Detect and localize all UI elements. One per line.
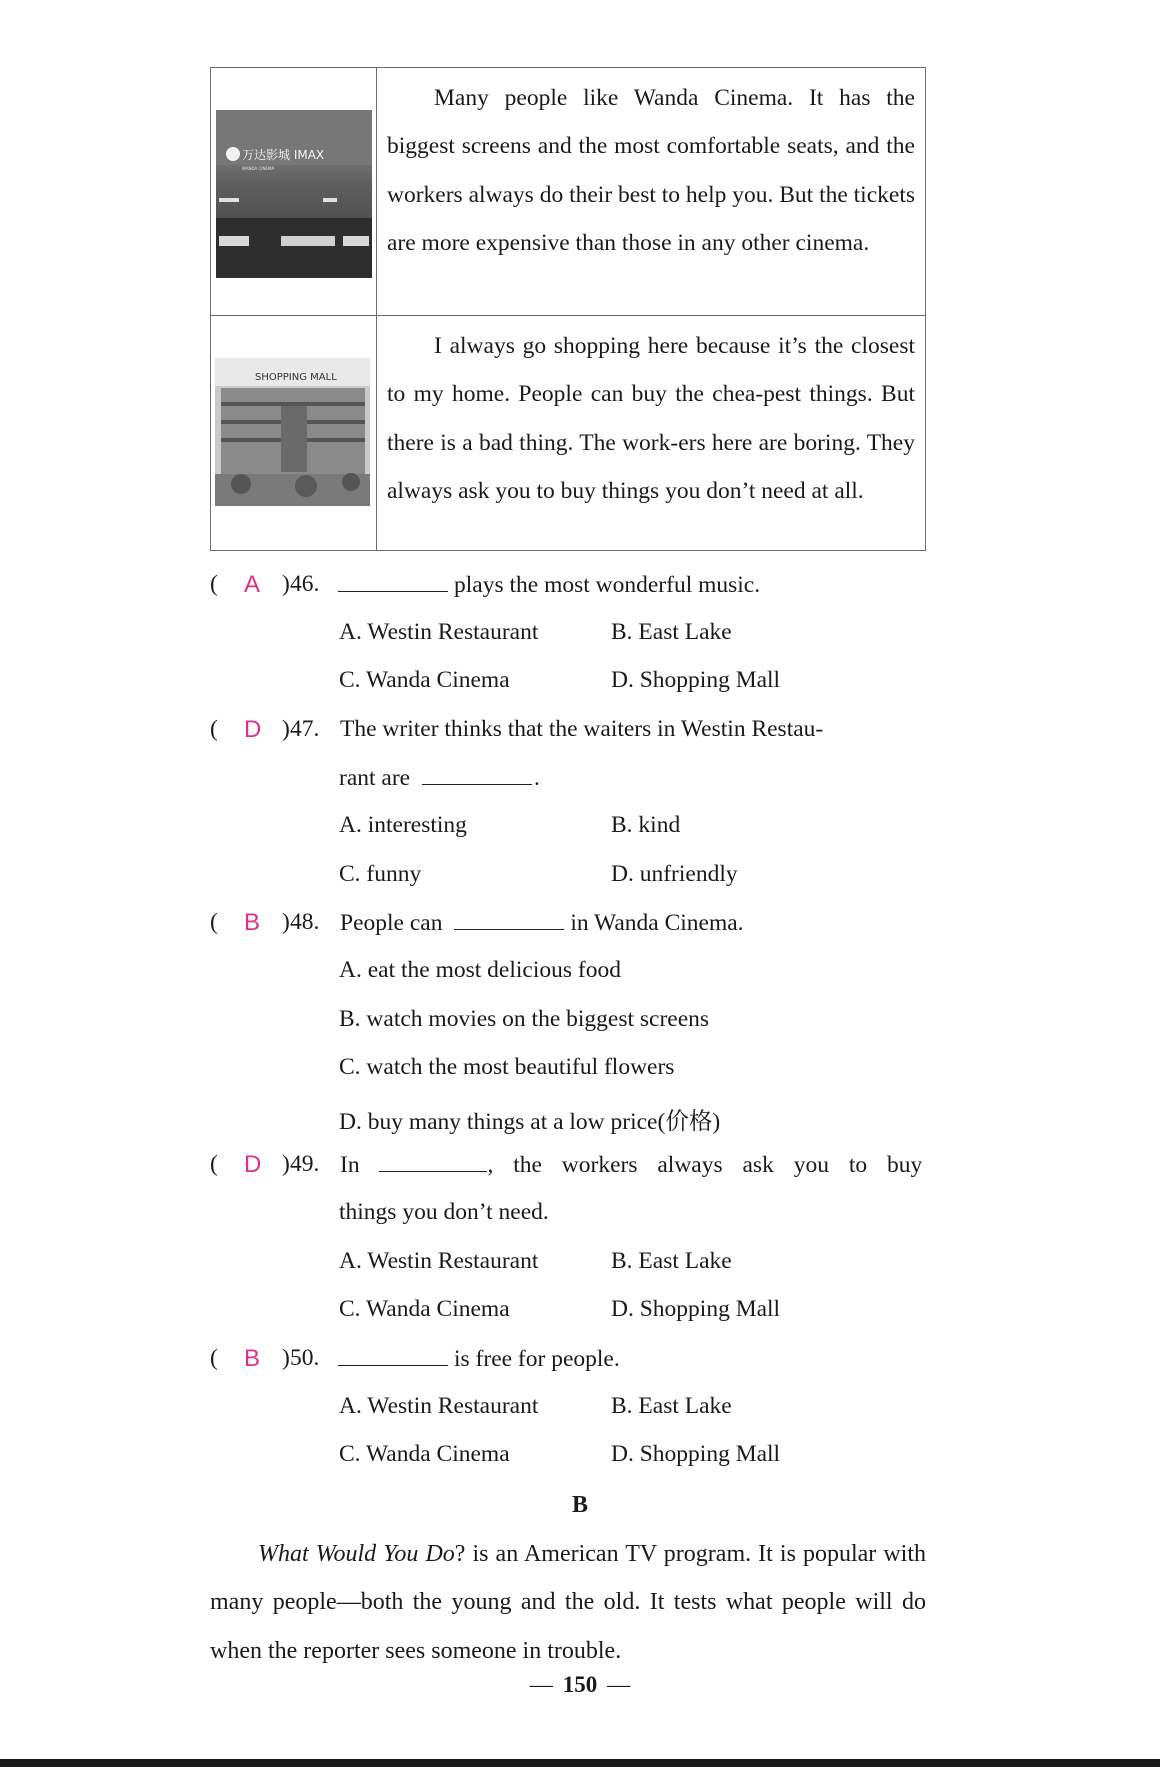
stem-text: rant are: [339, 765, 411, 791]
table-row-wanda: [211, 68, 925, 316]
question-stem: [338, 1345, 620, 1373]
option: D. Shopping Mall: [611, 1441, 781, 1467]
option: A. Westin Restaurant: [339, 619, 539, 645]
option: D. Shopping Mall: [611, 667, 781, 693]
question-number: 48.: [290, 909, 320, 935]
option: D. unfriendly: [611, 861, 738, 887]
paren-open: (: [210, 1151, 218, 1177]
answer-48: B: [244, 909, 261, 936]
wanda-logo-subtext: WANDA CINEMA: [242, 166, 275, 171]
table-row-mall: [211, 316, 925, 550]
stem-text: , the workers always ask you to buy: [487, 1152, 923, 1178]
answer-blank[interactable]: [338, 1345, 448, 1366]
passage-wanda-text: [387, 74, 915, 267]
question-number: 47.: [290, 716, 320, 742]
answer-47: D: [244, 716, 262, 743]
paren-open: (: [210, 571, 218, 597]
paren-close: ): [282, 1151, 290, 1177]
option: B. watch movies on the biggest screens: [339, 1006, 710, 1032]
section-heading: B: [571, 1492, 588, 1518]
answer-blank[interactable]: [422, 764, 532, 785]
option: C. Wanda Cinema: [339, 1441, 510, 1467]
paren-close: ): [282, 909, 290, 935]
stem-text: is free for people.: [454, 1346, 620, 1372]
option: A. eat the most delicious food: [339, 957, 621, 983]
wanda-logo-text: 万达影城 IMAX: [242, 148, 325, 162]
paren-close: ): [282, 716, 290, 742]
option: C. funny: [339, 861, 422, 887]
shopping-mall-photo: [211, 316, 377, 550]
stem-text: In: [340, 1152, 360, 1178]
option: B. East Lake: [611, 1248, 732, 1274]
question-number: 49.: [290, 1151, 320, 1177]
option: B. East Lake: [611, 619, 732, 645]
question-stem: The writer thinks that the waiters in Westin Restau-: [340, 716, 824, 742]
answer-blank[interactable]: [338, 571, 448, 592]
passage-wanda-paragraph: Many people like Wanda Cinema. It has the biggest screens and the most comfortable seats, and the workers always do their best to help you. But the tickets are more expensive than those in any other cinema.: [387, 85, 915, 256]
paren-open: (: [210, 716, 218, 742]
option: A. Westin Restaurant: [339, 1393, 539, 1419]
option: C. Wanda Cinema: [339, 1296, 510, 1322]
page-number: [0, 1672, 1160, 1698]
question-stem-continuation: things you don’t need.: [339, 1199, 549, 1225]
option: D. buy many things at a low price(价格): [339, 1109, 721, 1135]
answer-49: D: [244, 1151, 262, 1178]
question-stem: [338, 571, 760, 599]
option: D. Shopping Mall: [611, 1296, 781, 1322]
passage-b-paragraph: [210, 1530, 926, 1675]
passage-b-text: ? is an American TV program. It is popular with many people—both the young and the old. It tests what people will do when the reporter sees someone in trouble.: [210, 1541, 927, 1664]
option: C. watch the most beautiful flowers: [339, 1054, 675, 1080]
stem-text: in Wanda Cinema.: [570, 910, 744, 936]
question-number: 50.: [290, 1345, 320, 1371]
passage-b-title: What Would You Do: [258, 1541, 455, 1567]
option: A. Westin Restaurant: [339, 1248, 539, 1274]
question-stem: [340, 909, 744, 937]
stem-text: People can: [340, 910, 443, 936]
option: C. Wanda Cinema: [339, 667, 510, 693]
passage-mall-text: [387, 322, 915, 515]
paren-open: (: [210, 1345, 218, 1371]
passage-table: [210, 67, 926, 551]
image-cell-mall: [211, 316, 377, 550]
page-dash-left: —: [529, 1672, 553, 1697]
image-cell-wanda: [211, 68, 377, 315]
passage-mall-paragraph: I always go shopping here because it’s the closest to my home. People can buy the chea-pest things. But there is a bad thing. The work-ers here are boring. They always ask you to buy things you don’t need at all.: [387, 333, 915, 504]
answer-46: A: [244, 571, 261, 598]
stem-text: plays the most wonderful music.: [454, 572, 761, 598]
page-dash-right: —: [607, 1672, 631, 1697]
wanda-cinema-photo: [211, 68, 377, 316]
paren-close: ): [282, 571, 290, 597]
answer-50: B: [244, 1345, 261, 1372]
page-number-value: 150: [562, 1672, 598, 1697]
answer-blank[interactable]: [454, 909, 564, 930]
bottom-edge-bar: [0, 1759, 1160, 1767]
paren-close: ): [282, 1345, 290, 1371]
question-stem: [340, 1151, 926, 1179]
question-stem-continuation: [339, 764, 540, 792]
stem-text: .: [533, 765, 540, 791]
answer-blank[interactable]: [379, 1151, 487, 1172]
question-number: 46.: [290, 571, 320, 597]
option: B. kind: [611, 812, 681, 838]
option: B. East Lake: [611, 1393, 732, 1419]
option: A. interesting: [339, 812, 467, 838]
paren-open: (: [210, 909, 218, 935]
mall-sign-text: SHOPPING MALL: [255, 372, 337, 383]
